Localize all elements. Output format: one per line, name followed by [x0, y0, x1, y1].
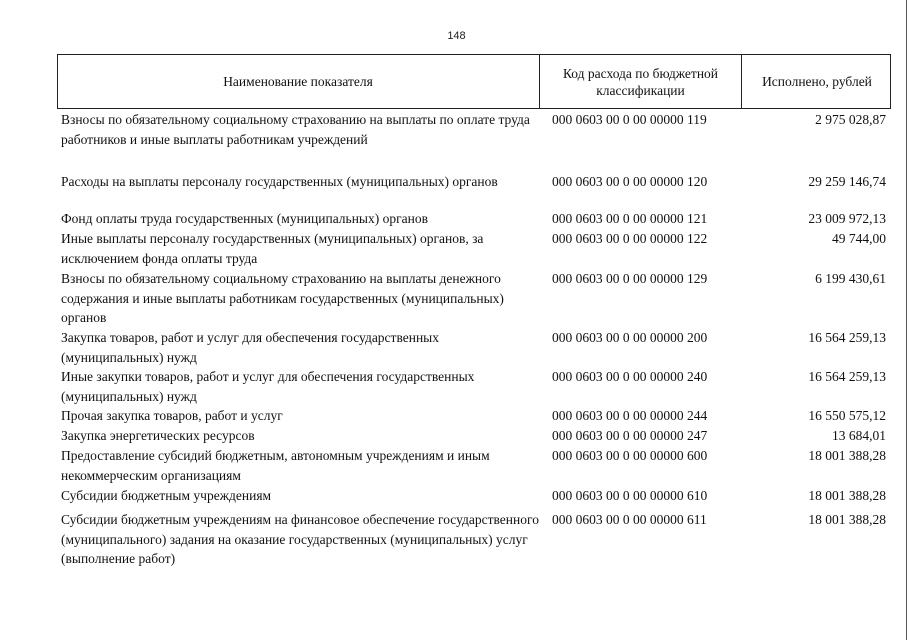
header-amount-column: Исполнено, рублей — [741, 55, 892, 108]
row-code: 000 0603 00 0 00 00000 122 — [552, 231, 708, 246]
row-code: 000 0603 00 0 00 00000 121 — [552, 211, 708, 226]
row-name: Закупка товаров, работ и услуг для обеспечения государственных (муниципальных) нужд — [61, 330, 440, 365]
row-code: 000 0603 00 0 00 00000 611 — [552, 512, 707, 527]
row-code: 000 0603 00 0 00 00000 247 — [552, 428, 708, 443]
row-amount: 18 001 388,28 — [808, 448, 886, 463]
row-name: Предоставление субсидий бюджетным, автономным учреждениям и иным некоммерческим организациям — [61, 448, 490, 483]
row-amount: 6 199 430,61 — [815, 271, 886, 286]
row-name: Иные закупки товаров, работ и услуг для обеспечения государственных (муниципальных) нужд — [61, 369, 475, 404]
row-name: Иные выплаты персоналу государственных (муниципальных) органов, за исключением фонда оплаты труда — [61, 231, 484, 266]
row-amount: 18 001 388,28 — [808, 488, 886, 503]
row-code: 000 0603 00 0 00 00000 120 — [552, 174, 708, 189]
row-code: 000 0603 00 0 00 00000 129 — [552, 271, 708, 286]
row-code: 000 0603 00 0 00 00000 244 — [552, 408, 708, 423]
row-amount: 49 744,00 — [832, 231, 886, 246]
row-amount: 23 009 972,13 — [808, 211, 886, 226]
row-name: Расходы на выплаты персоналу государственных (муниципальных) органов — [61, 174, 498, 189]
row-code: 000 0603 00 0 00 00000 119 — [552, 112, 707, 127]
row-code: 000 0603 00 0 00 00000 240 — [552, 369, 708, 384]
header-code-column: Код расхода по бюджетной классификации — [539, 55, 741, 108]
row-amount: 16 550 575,12 — [808, 408, 886, 423]
row-code: 000 0603 00 0 00 00000 600 — [552, 448, 708, 463]
page-edge — [906, 0, 907, 640]
row-amount: 18 001 388,28 — [808, 512, 886, 527]
row-amount: 16 564 259,13 — [808, 369, 886, 384]
row-name: Взносы по обязательному социальному страхованию на выплаты по оплате труда работников и иные выплаты работникам учреждений — [61, 112, 530, 147]
row-amount: 16 564 259,13 — [808, 330, 886, 345]
row-name: Субсидии бюджетным учреждениям — [61, 488, 272, 503]
header-name-column: Наименование показателя — [223, 74, 373, 89]
row-name: Субсидии бюджетным учреждениям на финансовое обеспечение государственного (муниципального) задания на оказание государственных (муниципальных) услуг (выполнение работ) — [61, 512, 539, 566]
row-amount: 2 975 028,87 — [815, 112, 886, 127]
table-header — [57, 54, 891, 109]
row-name: Прочая закупка товаров, работ и услуг — [61, 408, 283, 423]
row-amount: 13 684,01 — [832, 428, 886, 443]
row-name: Фонд оплаты труда государственных (муниципальных) органов — [61, 211, 428, 226]
row-name: Закупка энергетических ресурсов — [61, 428, 255, 443]
row-name: Взносы по обязательному социальному страхованию на выплаты денежного содержания и иные выплаты работникам государственных (муниципальных) органов — [61, 271, 504, 325]
row-code: 000 0603 00 0 00 00000 200 — [552, 330, 708, 345]
page-number: 148 — [447, 30, 466, 42]
row-amount: 29 259 146,74 — [808, 174, 886, 189]
row-code: 000 0603 00 0 00 00000 610 — [552, 488, 708, 503]
